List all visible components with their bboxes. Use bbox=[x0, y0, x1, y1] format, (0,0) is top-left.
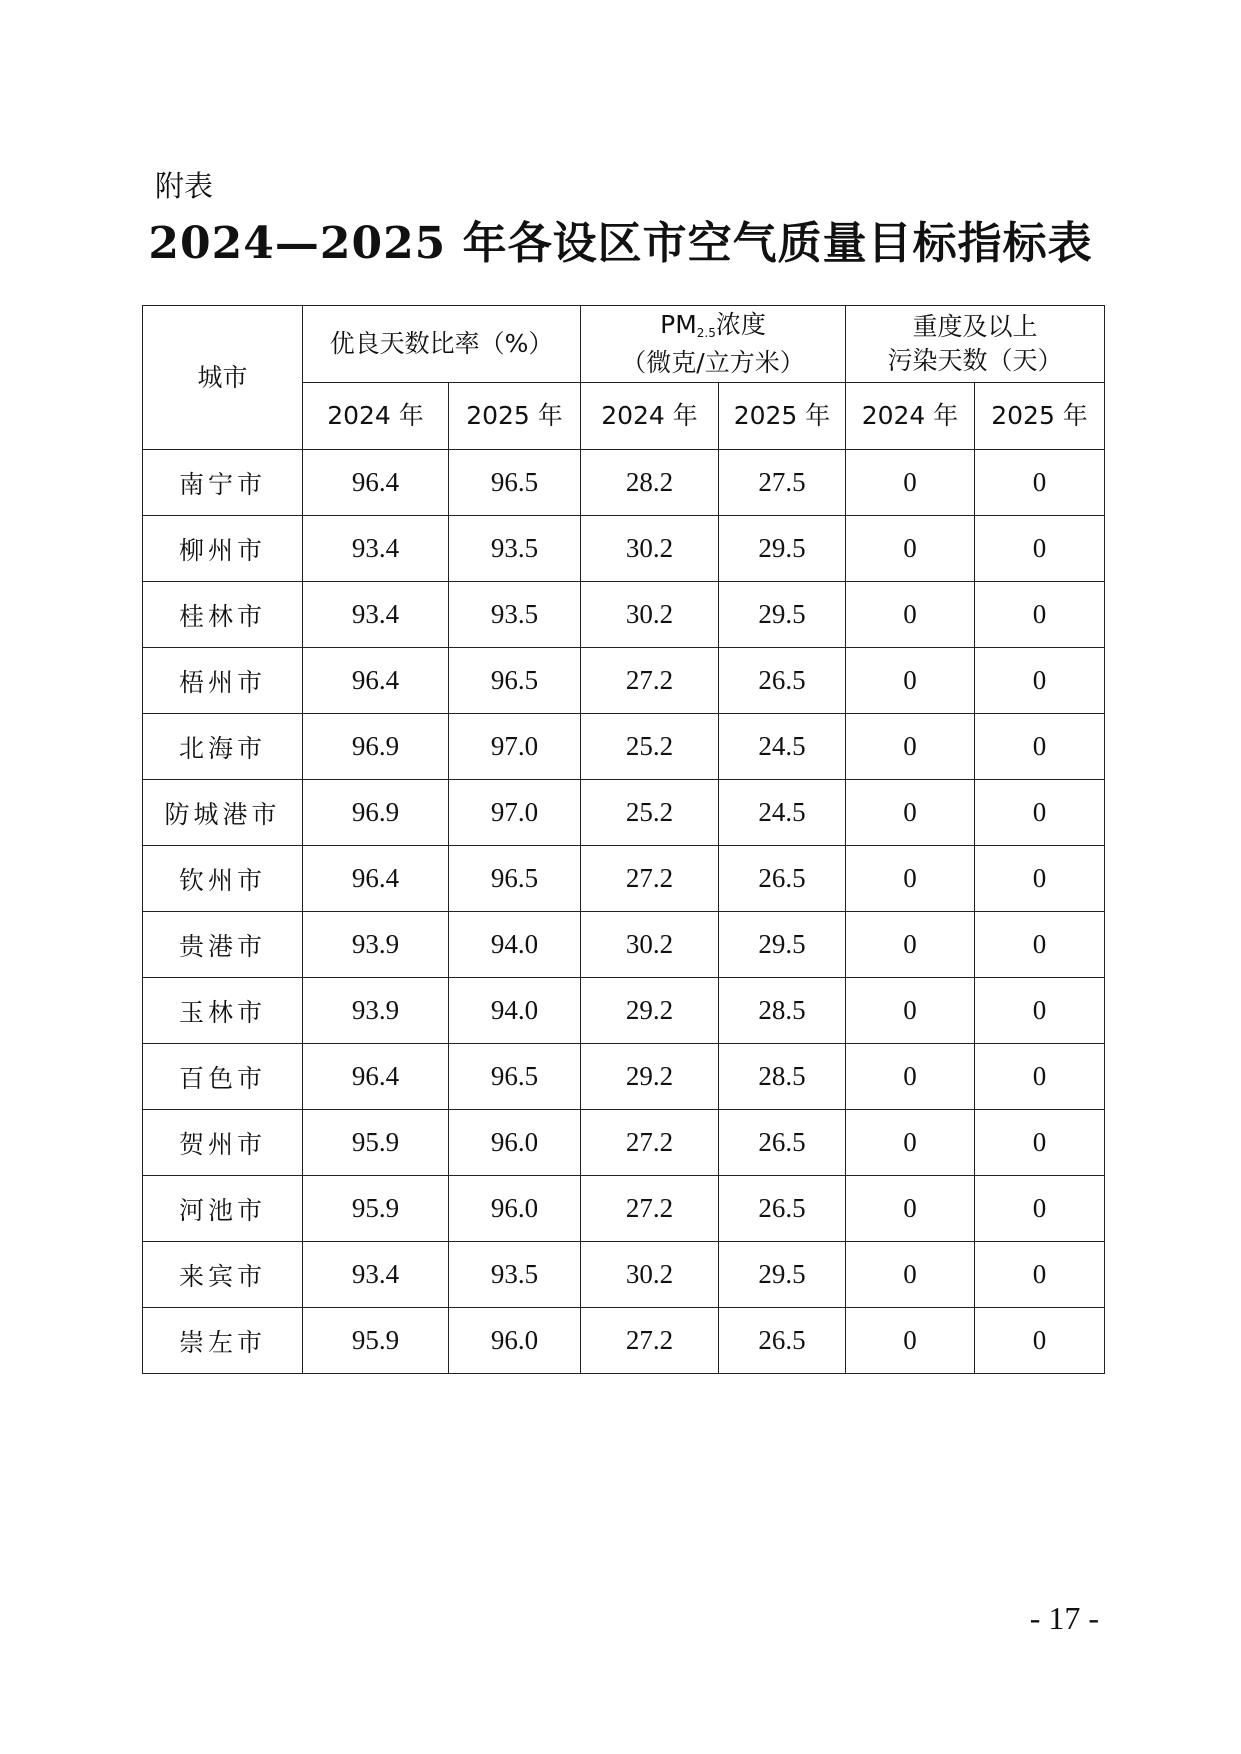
pm25-2025-cell: 26.5 bbox=[719, 1110, 846, 1176]
rate-2024-cell: 93.9 bbox=[303, 912, 449, 978]
heavy-2025-cell: 0 bbox=[975, 912, 1105, 978]
header-heavy-pollution bbox=[846, 306, 1105, 383]
rate-2025-cell: 96.5 bbox=[449, 450, 581, 516]
header-heavy-line2: 污染天数（天） bbox=[887, 346, 1063, 375]
pm25-2025-cell: 26.5 bbox=[719, 1176, 846, 1242]
rate-2025-cell: 93.5 bbox=[449, 582, 581, 648]
table-row bbox=[143, 450, 1105, 516]
pm25-2025-cell: 28.5 bbox=[719, 1044, 846, 1110]
heavy-2025-cell: 0 bbox=[975, 714, 1105, 780]
pm25-2024-cell: 29.2 bbox=[581, 978, 719, 1044]
heavy-2024-cell: 0 bbox=[846, 780, 975, 846]
heavy-2024-cell: 0 bbox=[846, 516, 975, 582]
pm25-2025-cell: 28.5 bbox=[719, 978, 846, 1044]
heavy-2024-cell: 0 bbox=[846, 846, 975, 912]
rate-2025-cell: 94.0 bbox=[449, 912, 581, 978]
header-pm25-unit: （微克/立方米） bbox=[621, 348, 805, 377]
table-row bbox=[143, 582, 1105, 648]
city-name-cell: 百色市 bbox=[143, 1044, 303, 1110]
city-name-cell: 玉林市 bbox=[143, 978, 303, 1044]
heavy-2024-cell: 0 bbox=[846, 912, 975, 978]
heavy-2025-cell: 0 bbox=[975, 1242, 1105, 1308]
city-name-cell: 贵港市 bbox=[143, 912, 303, 978]
heavy-2025-cell: 0 bbox=[975, 450, 1105, 516]
rate-2024-cell: 96.9 bbox=[303, 714, 449, 780]
table-row bbox=[143, 516, 1105, 582]
heavy-2025-cell: 0 bbox=[975, 1110, 1105, 1176]
rate-2025-cell: 96.0 bbox=[449, 1110, 581, 1176]
table-row bbox=[143, 1308, 1105, 1374]
heavy-2025-cell: 0 bbox=[975, 648, 1105, 714]
table-row bbox=[143, 1242, 1105, 1308]
city-name-cell: 钦州市 bbox=[143, 846, 303, 912]
rate-2025-cell: 97.0 bbox=[449, 780, 581, 846]
rate-2024-cell: 96.4 bbox=[303, 846, 449, 912]
rate-2024-cell: 93.4 bbox=[303, 1242, 449, 1308]
heavy-2024-cell: 0 bbox=[846, 978, 975, 1044]
rate-2024-cell: 95.9 bbox=[303, 1308, 449, 1374]
pm25-2024-cell: 30.2 bbox=[581, 582, 719, 648]
rate-2024-cell: 93.4 bbox=[303, 516, 449, 582]
heavy-2025-cell: 0 bbox=[975, 516, 1105, 582]
heavy-2025-cell: 0 bbox=[975, 582, 1105, 648]
pm25-2025-cell: 24.5 bbox=[719, 714, 846, 780]
document-title: 2024—2025 年各设区市空气质量目标指标表 bbox=[148, 218, 1093, 269]
rate-2025-cell: 96.5 bbox=[449, 846, 581, 912]
heavy-2025-cell: 0 bbox=[975, 1308, 1105, 1374]
table-body bbox=[143, 450, 1105, 1374]
table-row bbox=[143, 648, 1105, 714]
header-excellent-rate: 优良天数比率（%） bbox=[303, 306, 581, 383]
pm25-2025-cell: 29.5 bbox=[719, 912, 846, 978]
city-name-cell: 梧州市 bbox=[143, 648, 303, 714]
pm25-2025-cell: 29.5 bbox=[719, 516, 846, 582]
heavy-2024-cell: 0 bbox=[846, 450, 975, 516]
page-number: - 17 - bbox=[1029, 1600, 1099, 1636]
pm25-2024-cell: 30.2 bbox=[581, 1242, 719, 1308]
city-name-cell: 北海市 bbox=[143, 714, 303, 780]
heavy-2025-cell: 0 bbox=[975, 780, 1105, 846]
header-year: 2024 年 bbox=[303, 383, 449, 450]
pm25-2025-cell: 29.5 bbox=[719, 1242, 846, 1308]
city-name-cell: 桂林市 bbox=[143, 582, 303, 648]
rate-2024-cell: 93.4 bbox=[303, 582, 449, 648]
pm25-2024-cell: 25.2 bbox=[581, 780, 719, 846]
pm25-2025-cell: 27.5 bbox=[719, 450, 846, 516]
rate-2024-cell: 96.4 bbox=[303, 648, 449, 714]
pm-prefix: PM bbox=[660, 310, 697, 339]
table-row bbox=[143, 912, 1105, 978]
pm25-2024-cell: 29.2 bbox=[581, 1044, 719, 1110]
pm25-2024-cell: 30.2 bbox=[581, 912, 719, 978]
pm-subscript: 2.5 bbox=[696, 326, 716, 340]
table-row bbox=[143, 978, 1105, 1044]
pm25-2024-cell: 27.2 bbox=[581, 1308, 719, 1374]
rate-2025-cell: 96.0 bbox=[449, 1176, 581, 1242]
header-year: 2025 年 bbox=[975, 383, 1105, 450]
heavy-2024-cell: 0 bbox=[846, 1110, 975, 1176]
pm25-2024-cell: 27.2 bbox=[581, 846, 719, 912]
heavy-2025-cell: 0 bbox=[975, 1176, 1105, 1242]
header-year: 2024 年 bbox=[581, 383, 719, 450]
heavy-2024-cell: 0 bbox=[846, 714, 975, 780]
heavy-2024-cell: 0 bbox=[846, 1242, 975, 1308]
rate-2025-cell: 94.0 bbox=[449, 978, 581, 1044]
header-city: 城市 bbox=[143, 306, 303, 450]
rate-2025-cell: 93.5 bbox=[449, 516, 581, 582]
table-row bbox=[143, 714, 1105, 780]
rate-2024-cell: 96.4 bbox=[303, 1044, 449, 1110]
header-heavy-line1: 重度及以上 bbox=[912, 312, 1038, 341]
heavy-2024-cell: 0 bbox=[846, 1308, 975, 1374]
city-name-cell: 河池市 bbox=[143, 1176, 303, 1242]
rate-2024-cell: 95.9 bbox=[303, 1110, 449, 1176]
table-row bbox=[143, 780, 1105, 846]
air-quality-target-table bbox=[142, 305, 1105, 1374]
city-name-cell: 南宁市 bbox=[143, 450, 303, 516]
heavy-2024-cell: 0 bbox=[846, 1176, 975, 1242]
header-pm25-line1 bbox=[581, 308, 845, 346]
rate-2024-cell: 96.4 bbox=[303, 450, 449, 516]
rate-2025-cell: 96.5 bbox=[449, 648, 581, 714]
pm25-2024-cell: 27.2 bbox=[581, 1110, 719, 1176]
header-year: 2025 年 bbox=[719, 383, 846, 450]
pm25-2025-cell: 29.5 bbox=[719, 582, 846, 648]
rate-2024-cell: 95.9 bbox=[303, 1176, 449, 1242]
pm25-2025-cell: 24.5 bbox=[719, 780, 846, 846]
heavy-2025-cell: 0 bbox=[975, 846, 1105, 912]
pm25-2025-cell: 26.5 bbox=[719, 648, 846, 714]
table-row bbox=[143, 1176, 1105, 1242]
appendix-label: 附表 bbox=[155, 169, 214, 203]
heavy-2024-cell: 0 bbox=[846, 582, 975, 648]
table-row bbox=[143, 846, 1105, 912]
city-name-cell: 防城港市 bbox=[143, 780, 303, 846]
pm25-2024-cell: 27.2 bbox=[581, 1176, 719, 1242]
rate-2024-cell: 96.9 bbox=[303, 780, 449, 846]
heavy-2025-cell: 0 bbox=[975, 978, 1105, 1044]
rate-2024-cell: 93.9 bbox=[303, 978, 449, 1044]
rate-2025-cell: 96.5 bbox=[449, 1044, 581, 1110]
city-name-cell: 来宾市 bbox=[143, 1242, 303, 1308]
heavy-2024-cell: 0 bbox=[846, 1044, 975, 1110]
header-year: 2024 年 bbox=[846, 383, 975, 450]
city-name-cell: 崇左市 bbox=[143, 1308, 303, 1374]
rate-2025-cell: 93.5 bbox=[449, 1242, 581, 1308]
header-year: 2025 年 bbox=[449, 383, 581, 450]
pm25-2025-cell: 26.5 bbox=[719, 1308, 846, 1374]
table-row bbox=[143, 1044, 1105, 1110]
city-name-cell: 贺州市 bbox=[143, 1110, 303, 1176]
pm25-2024-cell: 30.2 bbox=[581, 516, 719, 582]
pm25-2025-cell: 26.5 bbox=[719, 846, 846, 912]
heavy-2025-cell: 0 bbox=[975, 1044, 1105, 1110]
pm25-2024-cell: 27.2 bbox=[581, 648, 719, 714]
table-row bbox=[143, 1110, 1105, 1176]
pm25-2024-cell: 28.2 bbox=[581, 450, 719, 516]
pm-suffix: 浓度 bbox=[715, 310, 766, 339]
city-name-cell: 柳州市 bbox=[143, 516, 303, 582]
header-pm25 bbox=[581, 306, 846, 383]
rate-2025-cell: 96.0 bbox=[449, 1308, 581, 1374]
heavy-2024-cell: 0 bbox=[846, 648, 975, 714]
pm25-2024-cell: 25.2 bbox=[581, 714, 719, 780]
rate-2025-cell: 97.0 bbox=[449, 714, 581, 780]
